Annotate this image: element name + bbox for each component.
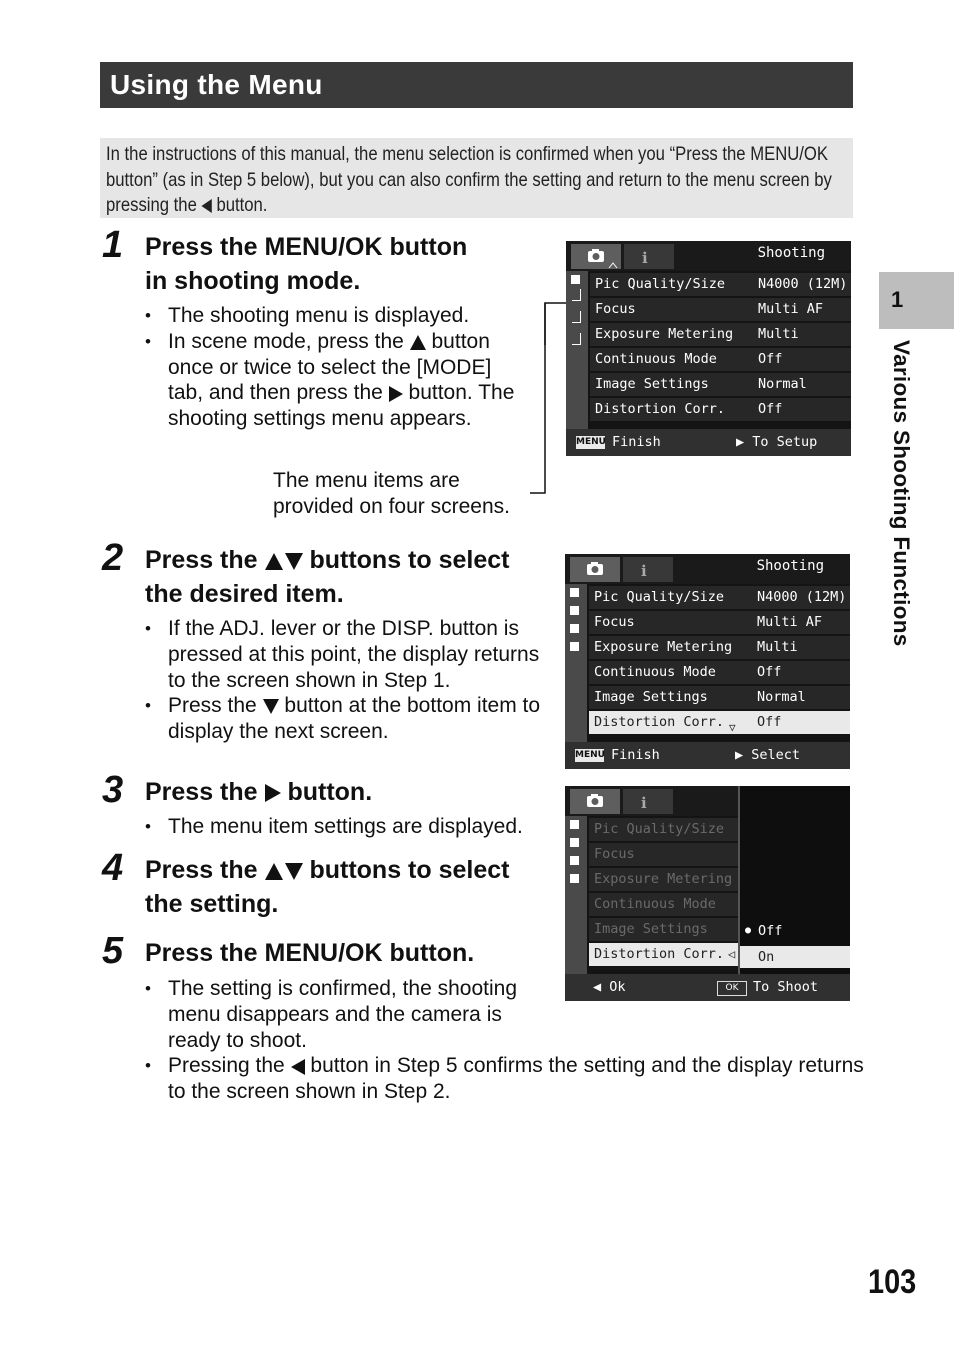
step-2-bullet-2-part2: button at the bottom item to display the next screen. [168, 694, 541, 744]
page-marker [571, 275, 580, 284]
note-text [106, 142, 851, 219]
row-value: Normal [758, 376, 807, 392]
step-number-3: 3 [102, 769, 124, 811]
screen-title: Shooting [756, 558, 824, 574]
camera-screen-3 [565, 786, 850, 1001]
row-value: Off [757, 714, 782, 730]
ok-badge: OK [717, 981, 747, 996]
step-number-2: 2 [102, 537, 124, 579]
row-label: Exposure Metering [594, 639, 733, 655]
svg-text:ℹ: ℹ [641, 562, 647, 580]
camera-screen-2 [565, 554, 850, 769]
chapter-number: 1 [891, 287, 904, 312]
camera-tab [571, 244, 621, 269]
step-3-bullets [145, 814, 550, 840]
step-1-heading-line1: Press the MENU/OK button [145, 233, 468, 261]
step-number-4: 4 [102, 847, 124, 889]
row-value: Multi AF [757, 614, 823, 630]
step-1-heading-line2: in shooting mode. [145, 267, 361, 295]
step-2-bullet-1: • If the ADJ. lever or the DISP. button is pressed at this point, the display returns to the screen shown in Step 1. [145, 616, 550, 693]
chapter-title-vertical [872, 340, 920, 700]
step-2-heading [145, 543, 555, 611]
step-1-bullet-2 [145, 329, 520, 432]
left-pointer-icon: ◁ [728, 947, 736, 961]
menu-rows [590, 273, 851, 423]
step-1-bullets [145, 303, 520, 432]
camera-tab [570, 557, 620, 582]
down-arrow-icon [285, 553, 303, 570]
step-1-bullet-1: • The shooting menu is displayed. [145, 303, 520, 329]
step-4-heading-part1: Press the [145, 856, 258, 884]
step-1-heading [145, 230, 525, 298]
menu-row[interactable] [590, 348, 851, 371]
row-label: Continuous Mode [594, 896, 716, 912]
down-arrow-icon [285, 863, 303, 880]
step-1-callout-line1: The menu items are [273, 469, 460, 492]
row-label: Distortion Corr. [595, 401, 726, 417]
right-arrow-icon [389, 386, 403, 402]
right-triangle-icon: ▶ [735, 747, 744, 763]
page-marker [570, 624, 579, 633]
menu-rows [589, 818, 738, 968]
left-triangle-icon: ◀ [593, 979, 602, 995]
step-3-bullet-1: • The menu item settings are displayed. [145, 814, 550, 840]
menu-row[interactable] [589, 661, 850, 684]
step-1-bullet-2-part3: button. The shooting settings menu appears. [168, 381, 515, 431]
menu-row[interactable] [589, 636, 850, 659]
row-value: Off [758, 351, 783, 367]
step-4-heading-line2: the setting. [145, 890, 279, 918]
step-1-callout-line2: provided on four screens. [273, 494, 510, 518]
right-arrow-icon [265, 784, 281, 802]
row-label: Continuous Mode [594, 664, 716, 680]
row-value: Normal [757, 689, 806, 705]
down-arrow-icon [263, 699, 279, 714]
row-label: Pic Quality/Size [595, 276, 726, 292]
screen-footer [566, 429, 851, 456]
step-2-bullet-2-part1: Press the [168, 694, 257, 718]
menu-row[interactable] [589, 686, 850, 709]
step-5-bullet-2-part1: Pressing the [168, 1054, 285, 1078]
row-label: Distortion Corr. [594, 714, 725, 730]
page-marker [570, 606, 579, 615]
step-1-bullet-2-part1: In scene mode, press the [168, 329, 404, 353]
row-label: Image Settings [595, 376, 709, 392]
step-5-bullets [145, 976, 865, 1105]
step-2-heading-part1: Press the [145, 546, 258, 574]
note-text-part1: In the instructions of this manual, the menu selection is confirmed when you “Press the MENU/OK button” (as in Step 5 below), but you can also confirm the setting and return to the menu screen by pressing the [106, 143, 832, 216]
menu-row [589, 918, 738, 941]
row-label: Image Settings [594, 921, 708, 937]
step-5-bullet-2-part2: button in Step 5 confirms the setting and the display returns to the screen shown in Step 2. [168, 1054, 864, 1104]
finish-label: Finish [612, 434, 661, 450]
row-label: Focus [594, 846, 635, 862]
step-number-5: 5 [102, 930, 124, 972]
step-number-1: 1 [102, 224, 124, 266]
step-2-heading-part2: buttons to select [309, 546, 510, 574]
step-2-heading-line2: the desired item. [145, 580, 344, 608]
row-label: Focus [595, 301, 636, 317]
setup-tab [624, 244, 674, 269]
row-label: Image Settings [594, 689, 708, 705]
step-5-bullet-2 [145, 1053, 865, 1105]
setup-tab [623, 557, 673, 582]
page-marker [570, 588, 579, 597]
step-3-heading [145, 775, 545, 809]
svg-text:ℹ: ℹ [641, 794, 647, 812]
page-marker [570, 874, 579, 883]
row-value: Off [757, 664, 782, 680]
step-3-heading-part1: Press the [145, 778, 258, 806]
menu-row [589, 893, 738, 916]
setup-tab [623, 789, 673, 814]
left-arrow-icon [291, 1059, 305, 1075]
chapter-title: Various Shooting Functions [889, 340, 914, 647]
step-2-bullets [145, 616, 550, 745]
menu-row[interactable] [590, 398, 851, 421]
finish-label: Finish [611, 747, 660, 763]
page-marker [570, 838, 579, 847]
select-text: Select [751, 747, 801, 763]
menu-badge: MENU [576, 437, 606, 447]
menu-rows [589, 586, 850, 736]
menu-row [589, 843, 738, 866]
up-arrow-icon [265, 553, 283, 570]
select-label [735, 742, 800, 769]
row-label: Pic Quality/Size [594, 589, 725, 605]
row-value: N4000 (12M) [757, 589, 847, 605]
step-1-bullet-2-part2: button once or twice to select the [MODE] tab, and then press the [168, 329, 492, 405]
row-value: N4000 (12M) [758, 276, 848, 292]
current-dot-icon: ● [745, 925, 752, 936]
row-label: Exposure Metering [594, 871, 733, 887]
ok-left-text: Ok [609, 979, 626, 995]
menu-row[interactable] [589, 611, 850, 634]
menu-row[interactable] [589, 586, 850, 609]
to-shoot-label: To Shoot [753, 979, 819, 995]
chapter-tab [879, 272, 954, 329]
screen-footer [565, 742, 850, 769]
step-3-heading-part2: button. [287, 778, 373, 806]
up-arrow-icon [410, 335, 426, 350]
row-label: Continuous Mode [595, 351, 717, 367]
row-label: Pic Quality/Size [594, 821, 725, 837]
screen-title: Shooting [757, 245, 825, 261]
page-marker [570, 642, 579, 651]
note-text-part2: button. [216, 194, 268, 216]
row-label: Exposure Metering [595, 326, 734, 342]
menu-row[interactable] [590, 373, 851, 396]
section-title: Using the Menu [110, 69, 323, 100]
page-number: 103 [868, 1263, 917, 1301]
options-popup [738, 786, 850, 974]
to-setup-text: To Setup [752, 434, 818, 450]
menu-row-selected[interactable] [589, 711, 850, 734]
camera-screen-1 [566, 241, 851, 456]
row-value: Multi [758, 326, 799, 342]
menu-row[interactable] [590, 298, 851, 321]
right-triangle-icon: ▶ [736, 434, 745, 450]
left-arrow-icon [201, 199, 211, 213]
page-marker [570, 856, 579, 865]
camera-tab [570, 789, 620, 814]
note-box [100, 138, 853, 218]
menu-row [589, 868, 738, 891]
menu-row-selected[interactable] [589, 943, 738, 966]
step-4-heading [145, 853, 555, 921]
step-4-heading-line1 [145, 853, 555, 887]
step-1-callout [273, 468, 510, 519]
section-title-bar [100, 62, 853, 108]
menu-badge: MENU [575, 750, 605, 760]
up-arrow-icon [265, 863, 283, 880]
step-5-heading: Press the MENU/OK button. [145, 939, 475, 967]
option-label: On [758, 949, 775, 965]
step-2-bullet-2 [145, 693, 550, 745]
step-4-heading-part2: buttons to select [309, 856, 510, 884]
step-5-bullet-1: • The setting is confirmed, the shooting menu disappears and the camera is ready to shoot. [145, 976, 538, 1053]
down-indicator-icon: ▽ [729, 721, 736, 734]
row-value: Multi AF [758, 301, 824, 317]
page-marker [570, 820, 579, 829]
menu-row[interactable] [590, 273, 851, 296]
row-label: Distortion Corr. [594, 946, 725, 962]
row-label: Focus [594, 614, 635, 630]
menu-row[interactable] [590, 323, 851, 346]
svg-text:ℹ: ℹ [642, 249, 648, 267]
row-value: Multi [757, 639, 798, 655]
option-on[interactable] [740, 946, 850, 968]
to-setup-label [736, 429, 817, 456]
menu-row [589, 818, 738, 841]
option-off[interactable] [740, 920, 850, 942]
row-value: Off [758, 401, 783, 417]
step-2-heading-line1 [145, 543, 555, 577]
option-label: Off [758, 923, 783, 939]
